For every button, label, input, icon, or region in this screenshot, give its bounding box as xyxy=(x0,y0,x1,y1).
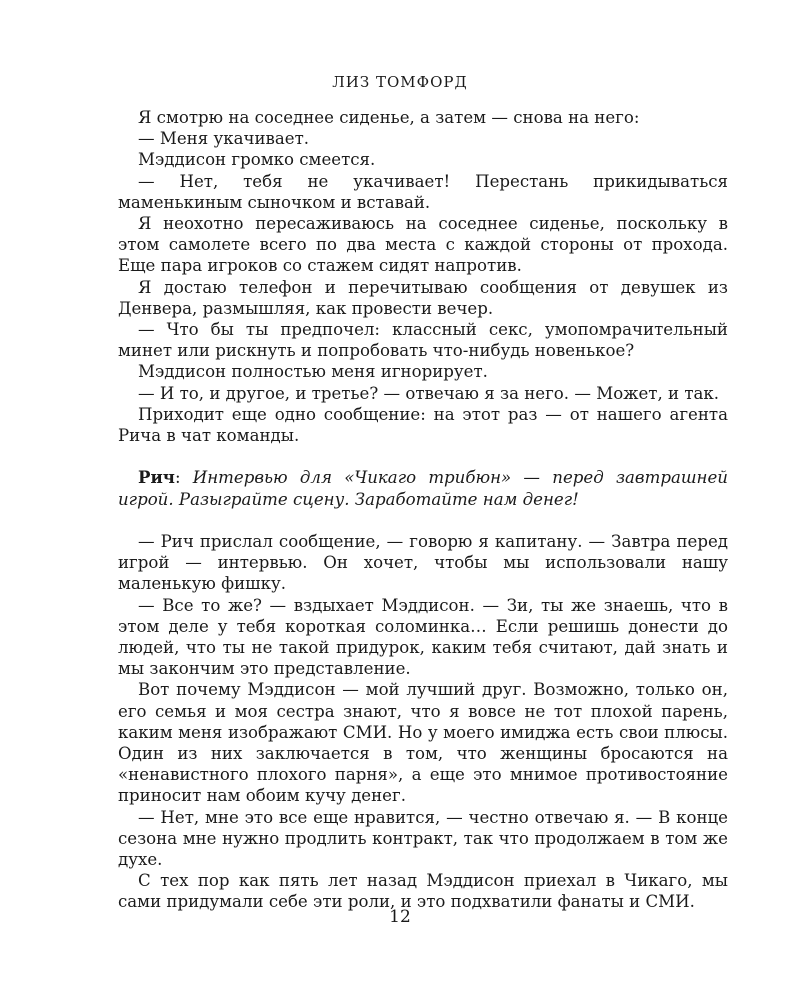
body-paragraph: Я смотрю на соседнее сиденье, а затем — снова на него: xyxy=(138,108,640,127)
body-paragraph: — Нет, тебя не укачивает! Перестань прикидываться маменькиным сыночком и вставай. xyxy=(118,171,728,212)
chat-message-text: Интервью для «Чикаго трибюн» — перед завтрашней игрой. Разыграйте сцену. Заработайте нам денег! xyxy=(118,468,728,509)
body-paragraph: Мэддисон громко смеется. xyxy=(138,150,376,170)
page-body xyxy=(118,107,728,913)
body-paragraph: Я достаю телефон и перечитываю сообщения от девушек из Денвера, размышляя, как провести вечер. xyxy=(118,277,728,318)
body-paragraph: Я неохотно пересаживаюсь на соседнее сиденье, поскольку в этом самолете всего по два места с каждой стороны от прохода. Еще пара игроков со стажем сидят напротив. xyxy=(118,214,728,276)
body-paragraph: Приходит еще одно сообщение: на этот раз — от нашего агента Рича в чат команды. xyxy=(118,404,728,446)
body-paragraph: — Что бы ты предпочел: классный секс, умопомрачительный минет или рискнуть и попробовать что-нибудь новенькое? xyxy=(118,320,728,361)
chat-message xyxy=(118,467,728,509)
chat-separator: : xyxy=(174,468,193,488)
running-head-author: ЛИЗ ТОМФОРД xyxy=(332,73,468,91)
body-paragraph: — И то, и другое, и третье? — отвечаю я за него. — Может, и так. xyxy=(138,383,720,403)
chat-sender: Рич xyxy=(138,467,175,488)
body-paragraph: — Нет, мне это все еще нравится, — честно отвечаю я. — В конце сезона мне нужно продлить контракт, так что продолжаем в том же духе. xyxy=(118,807,728,870)
body-paragraph: — Рич прислал сообщение, — говорю я капитану. — Завтра перед игрой — интервью. Он хочет, чтобы мы использовали нашу маленькую фишку. xyxy=(118,532,728,594)
page-number: 12 xyxy=(389,907,411,927)
body-paragraph: Вот почему Мэддисон — мой лучший друг. Возможно, только он, его семья и моя сестра знают, что я вовсе не тот плохой парень, каким меня изображают СМИ. Но у моего имиджа есть свои плюсы. Один из них заключается в том, что женщины бросаются на «ненавистного плохого парня», а еще это мнимое противостояние приносит нам обоим кучу денег. xyxy=(118,680,728,806)
body-paragraph: Мэддисон полностью меня игнорирует. xyxy=(138,362,488,382)
body-paragraph: — Все то же? — вздыхает Мэддисон. — Зи, ты же знаешь, что в этом деле у тебя короткая соломинка… Если решишь донести до людей, что ты не такой придурок, каким тебя считают, дай знать и мы закончим это представление. xyxy=(118,595,728,679)
body-paragraph: — Меня укачивает. xyxy=(138,129,310,149)
body-paragraph: С тех пор как пять лет назад Мэддисон приехал в Чикаго, мы сами придумали себе эти роли, и это подхватили фанаты и СМИ. xyxy=(118,871,728,912)
